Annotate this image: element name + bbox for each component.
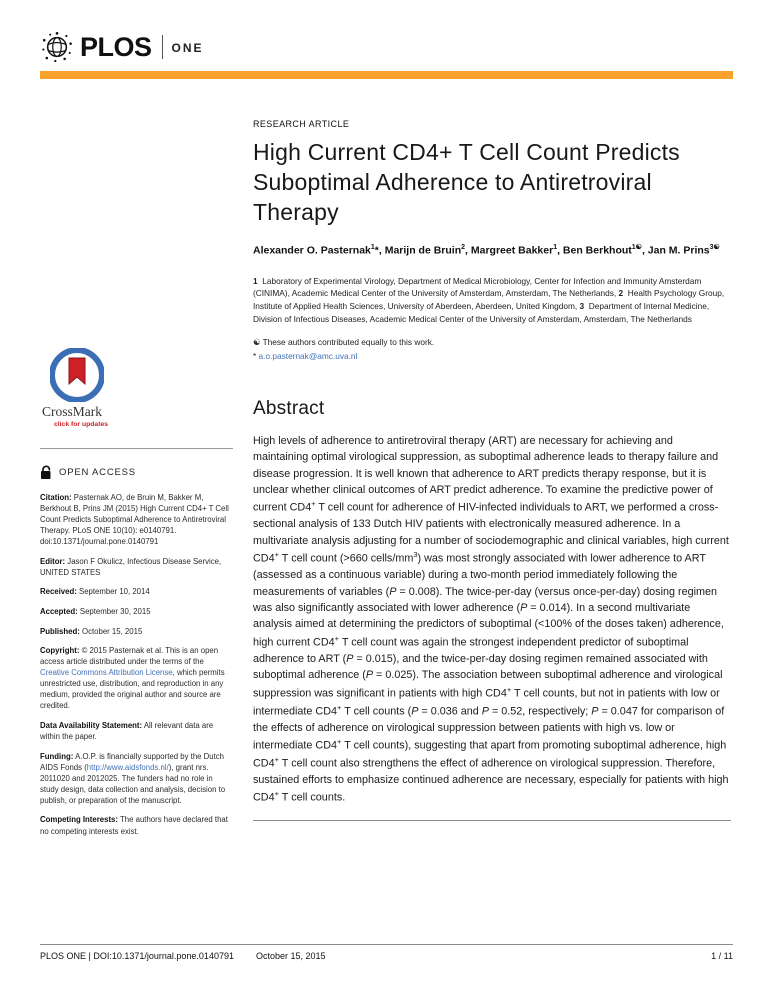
footer-date: October 15, 2015 — [255, 951, 326, 961]
affiliations: 1 Laboratory of Experimental Virology, Department of Medical Microbiology, Center for Infection and Immunity Amsterdam (CINIMA), Academic Medical Center of the University of Amsterdam, Amsterdam, The Netherlands, 2 Health Psychology Group, Institute of Applied Health Sciences, University of Aberdeen, Aberdeen, United Kingdom, 3 Department of Internal Medicine, Division of Infectious Diseases, Academic Medical Center of the University of Amsterdam, Amsterdam, The Netherlands — [253, 275, 725, 324]
footer-page-number: 1 / 11 — [711, 951, 733, 961]
abstract-heading: Abstract — [253, 397, 325, 419]
plos-logo-text: PLOS — [80, 31, 152, 62]
author-notes — [253, 336, 731, 363]
abstract-end-rule — [253, 820, 731, 821]
sidebar — [40, 119, 233, 845]
crossmark-label: CrossMark — [42, 404, 102, 419]
competing-interests-paragraph: Competing Interests: The authors have declared that no competing interests exist. — [40, 815, 228, 836]
sidebar-divider — [40, 448, 233, 449]
citation-paragraph: Citation: Pasternak AO, de Bruin M, Bakker M, Berkhout B, Prins JM (2015) High Current CD4+ T Cell Count Predicts Suboptimal Adherence to Antiretroviral Therapy. PLoS ONE 10(10): e0140791. doi:10.1371/journal.pone.0140791 — [40, 493, 229, 547]
main-column — [253, 119, 733, 845]
open-access-row — [40, 465, 233, 480]
creative-commons-license-link[interactable]: Creative Commons Attribution License — [40, 668, 173, 678]
email-marker: * — [253, 350, 259, 361]
crossmark-tagline: click for updates — [54, 421, 109, 428]
aidsfonds-link[interactable]: http://www.aidsfonds.nl/ — [86, 762, 169, 772]
page-footer — [40, 944, 733, 961]
funding-paragraph: Funding: A.O.P. is financially supported by the Dutch AIDS Fonds (http://www.aidsfonds.nl/), grant nrs. 2011020 and 2012025. The funders had no role in study design, data collection and analysis, decision to publish, or preparation of the manuscript. — [40, 751, 226, 805]
corresponding-author-line — [253, 350, 731, 363]
article-type-kicker: RESEARCH ARTICLE — [253, 119, 350, 129]
copyright-paragraph: Copyright: © 2015 Pasternak et al. This is an open access article distributed under the terms of the Creative Commons Attribution License, which permits unrestricted use, distribution, and reproduction in any medium, provided the original author and source are credited. — [40, 646, 225, 711]
data-availability-paragraph: Data Availability Statement: All relevant data are within the paper. — [40, 721, 214, 742]
abstract-body: High levels of adherence to antiretroviral therapy (ART) are necessary for achieving and maintaining optimal virological suppression, as suboptimal adherence leads to therapy failure and disease progression. It is well known that adherence to ART predicts therapy response, but it is unclear whether clinical outcomes of ART predict adherence. To examine the predictive power of current CD4+ T cell count for adherence of HIV-infected individuals to ART, we performed a cross-sectional analysis of 133 Dutch HIV patients with electronically measured adherence. In a multivariate analysis adjusting for a number of sociodemographic and clinical variables, high current CD4+ T cell count (>660 cells/$mm^3$) was most strongly associated with lower adherence to ART (assessed as a continuous variable) during a two-month period immediately following the measurements of variables (P = 0.008). The twice-per-day (versus once-per-day) dosing regimen was also significantly associated with lower adherence (P = 0.014). In a second multivariate analysis aimed at determining the predictors of suboptimal (<100% of the doses taken) adherence, high current CD4+ T cell count was again the strongest independent predictor of suboptimal adherence to ART (P = 0.015), and the twice-per-day dosing regimen remained associated with suboptimal adherence (P = 0.025). The association between suboptimal adherence and virological suppression was significant in patients with high CD4+ T cell counts, but not in patients with low or intermediate CD4+ T cell counts (P = 0.036 and P = 0.52, respectively; P = 0.047 for comparison of the effects of adherence on virological suppression between patients with high vs. low or intermediate CD4+ T cell counts), suggesting that apart from promoting suboptimal adherence, high CD4+ T cell count also strengthens the effect of adherence on virological suppression. Therefore, sustained efforts to emphasize continued adherence are necessary, especially for patients with high CD4+ T cell counts. — [253, 434, 729, 805]
accent-bar — [40, 71, 733, 79]
article-title: High Current CD4+ T Cell Count Predicts Suboptimal Adherence to Antiretroviral Therapy — [253, 139, 680, 225]
crossmark-icon — [50, 348, 104, 402]
logo-divider — [162, 35, 163, 59]
plos-globe-icon — [40, 30, 74, 64]
received-paragraph: Received: September 10, 2014 — [40, 587, 150, 597]
author-list: Alexander O. Pasternak$^1$*, Marijn de Bruin$^2$, Margreet Bakker$^1$, Ben Berkhout$^{1☯}$, Jan M. Prins$^{3☯}$ — [253, 243, 720, 257]
journal-masthead — [40, 28, 733, 66]
equal-contribution-note: ☯ These authors contributed equally to this work. — [253, 337, 435, 348]
open-lock-icon — [40, 465, 53, 480]
editor-paragraph: Editor: Jason F Okulicz, Infectious Disease Service, UNITED STATES — [40, 556, 222, 577]
one-logo-text: ONE — [171, 41, 204, 55]
footer-doi: PLOS ONE | DOI:10.1371/journal.pone.0140791 — [40, 951, 234, 961]
accepted-paragraph: Accepted: September 30, 2015 — [40, 607, 151, 616]
open-access-label: OPEN ACCESS — [59, 467, 136, 478]
corresponding-email-link[interactable]: a.o.pasternak@amc.uva.nl — [258, 350, 358, 361]
published-paragraph: Published: October 15, 2015 — [40, 626, 143, 636]
crossmark-badge[interactable] — [40, 348, 160, 428]
